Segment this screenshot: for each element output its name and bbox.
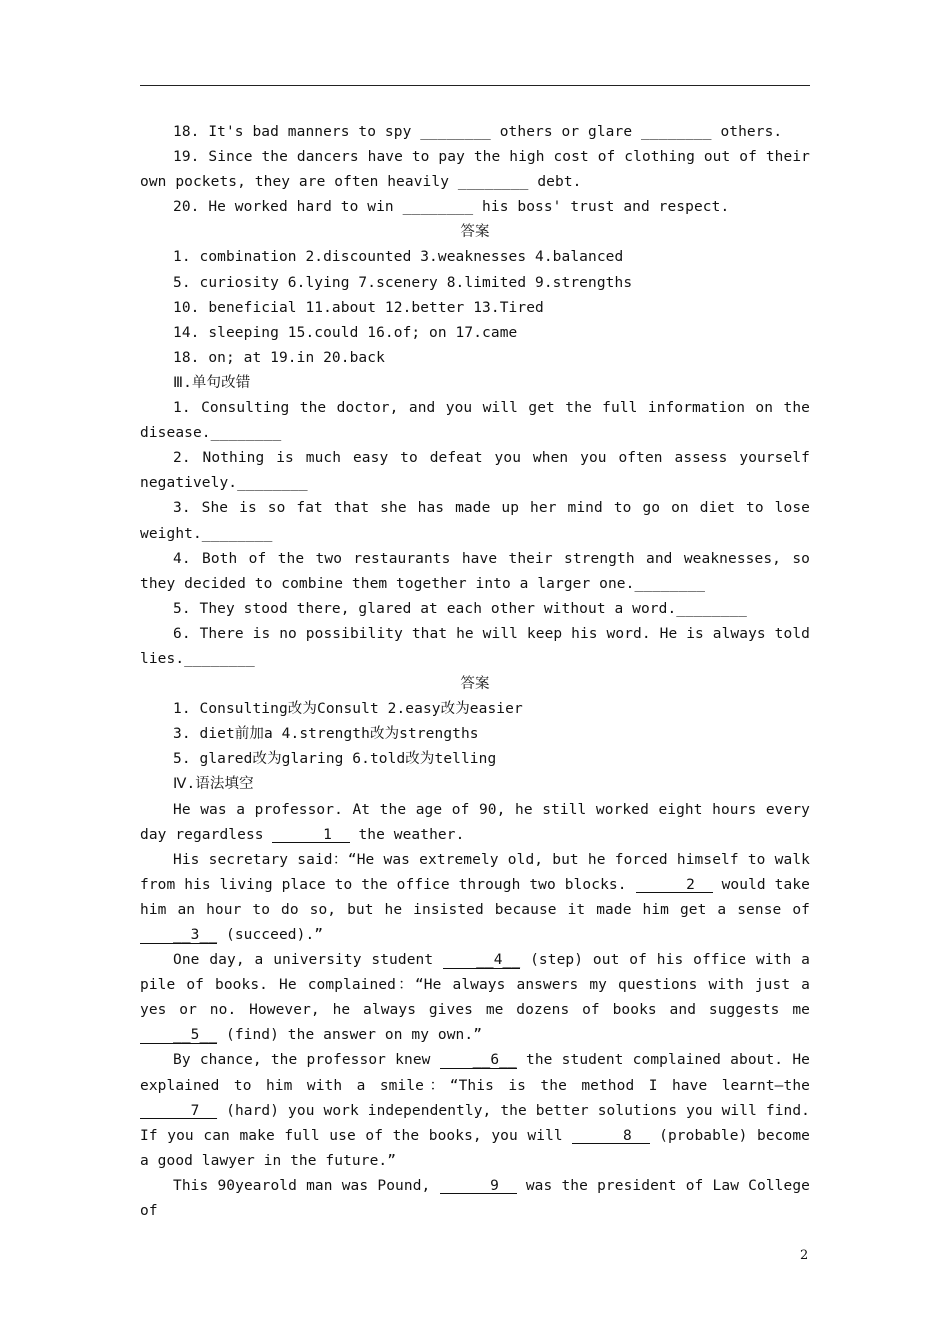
passage-paragraph-5	[140, 1174, 810, 1224]
passage-paragraph-1	[140, 798, 810, 848]
passage-text: (probable) become a good lawyer in the future.”	[140, 1127, 811, 1169]
blank-4: __4__	[443, 953, 520, 969]
answer-line: 5. curiosity 6.lying 7.scenery 8.limited 9.strengths	[173, 274, 633, 291]
answer-line: 1. Consulting改为Consult 2.easy改为easier	[173, 701, 523, 718]
answer-line: 1. combination 2.discounted 3.weaknesses 4.balanced	[173, 249, 624, 266]
passage-text: One day, a university student	[173, 952, 444, 969]
correction-item-1: 1. Consulting the doctor, and you will get the full information on the disease.________	[140, 400, 810, 442]
blank-2: __2__	[636, 878, 713, 894]
page-number: 2	[800, 1248, 809, 1263]
passage-paragraph-4	[140, 1048, 810, 1173]
passage-text: (step) out of his office with a pile of books. He complained：“He always answers my questions with just a yes or no. However, he always gives me dozens of books and suggests me	[140, 952, 810, 1019]
passage-text: He was a professor. At the age of 90, he still worked eight hours every day regardless	[140, 801, 810, 843]
passage-text: This 90yearold man was Pound,	[173, 1177, 440, 1194]
header-rule	[140, 85, 810, 86]
blank-9: __9__	[440, 1179, 517, 1195]
blank-8: __8__	[572, 1129, 649, 1145]
passage-text: the weather.	[349, 826, 465, 843]
document-body	[140, 120, 810, 1224]
passage-text: was the president of Law College of	[140, 1177, 810, 1220]
passage-text: (succeed).”	[217, 927, 324, 943]
correction-item-2: 2. Nothing is much easy to defeat you when you often assess yourself negatively.________	[140, 450, 810, 492]
passage-paragraph-3	[140, 948, 810, 1048]
passage-paragraph-2	[140, 848, 810, 948]
answers-heading: 答案	[460, 224, 490, 241]
answer-line: 18. on; at 19.in 20.back	[173, 349, 385, 366]
correction-item-4: 4. Both of the two restaurants have their strength and weaknesses, so they decided to combine them together into a larger one.________	[140, 550, 810, 592]
blank-7: __7__	[140, 1104, 217, 1120]
passage-text: the student complained about. He explained to him with a smile：“This is the method I have learnt—the	[140, 1052, 810, 1094]
blank-1: __1__	[272, 828, 349, 844]
answer-line: 5. glared改为glaring 6.told改为telling	[173, 751, 497, 768]
blank-6: __6__	[440, 1053, 517, 1069]
answer-line: 10. beneficial 11.about 12.better 13.Tired	[173, 299, 544, 316]
passage-text: would take him an hour to do so, but he insisted because it made him get a sense of	[140, 876, 810, 918]
passage-text: His secretary said：“He was extremely old, but he forced himself to walk from his living place to the office through two blocks.	[140, 851, 810, 893]
section-title-grammar-fill: Ⅳ.语法填空	[173, 776, 254, 793]
correction-item-3: 3. She is so fat that she has made up her mind to go on diet to lose weight.________	[140, 500, 810, 542]
section-title-error-correction: Ⅲ.单句改错	[173, 374, 251, 391]
blank-3: __3__	[140, 928, 217, 944]
fill-in-item-20: 20. He worked hard to win ________ his boss' trust and respect.	[173, 199, 730, 216]
answer-line: 3. diet前加a 4.strength改为strengths	[173, 726, 479, 743]
passage-text: (find) the answer on my own.”	[217, 1027, 483, 1044]
answer-line: 14. sleeping 15.could 16.of; on 17.came	[173, 324, 518, 341]
fill-in-item-18: 18. It's bad manners to spy ________ others or glare ________ others.	[173, 124, 783, 140]
blank-5: __5__	[140, 1028, 217, 1044]
fill-in-item-19: 19. Since the dancers have to pay the high cost of clothing out of their own pockets, they are often heavily ________ debt.	[140, 149, 810, 191]
passage-text: By chance, the professor knew	[173, 1052, 440, 1069]
correction-item-6: 6. There is no possibility that he will keep his word. He is always told lies.________	[140, 625, 810, 667]
answers-heading: 答案	[460, 676, 490, 693]
correction-item-5: 5. They stood there, glared at each other without a word.________	[173, 600, 747, 617]
passage-text: (hard) you work independently, the better solutions you will find. If you can make full use of the books, you will	[140, 1102, 810, 1144]
